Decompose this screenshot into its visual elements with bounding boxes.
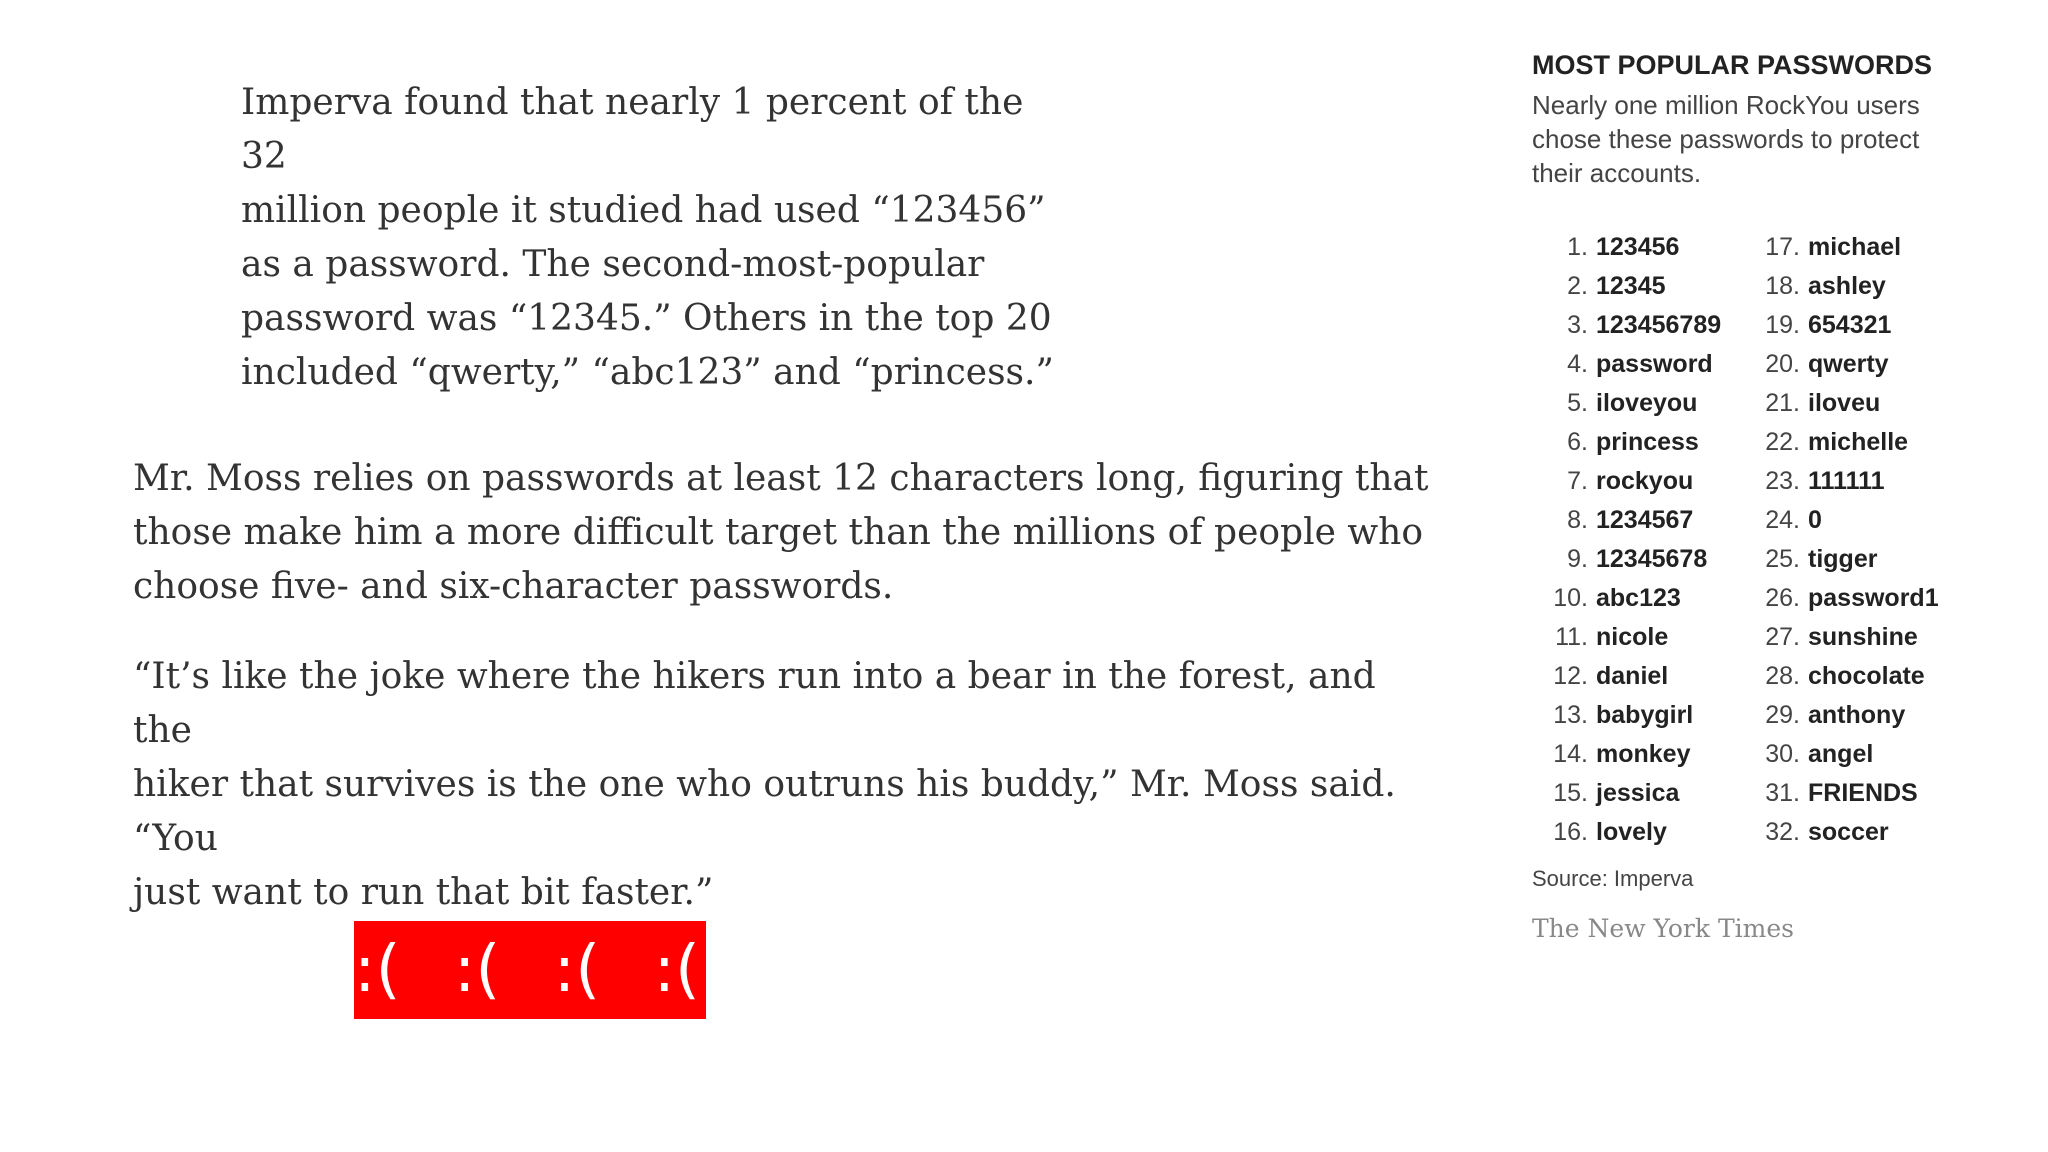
password-value: password — [1596, 350, 1713, 378]
password-rank: 29. — [1765, 701, 1800, 729]
password-list-item — [1744, 813, 1939, 852]
password-rank: 19. — [1765, 311, 1800, 339]
password-list-item — [1744, 618, 1939, 657]
password-list-item — [1532, 813, 1721, 852]
password-rank: 27. — [1765, 623, 1800, 651]
password-value: babygirl — [1596, 701, 1694, 729]
password-list-item — [1744, 540, 1939, 579]
password-rank: 6. — [1567, 428, 1588, 456]
password-value: password1 — [1808, 584, 1939, 612]
password-rank: 10. — [1553, 584, 1588, 612]
password-rank: 5. — [1567, 389, 1588, 417]
password-value: jessica — [1596, 779, 1680, 807]
password-list-item — [1744, 696, 1939, 735]
password-rank: 20. — [1765, 350, 1800, 378]
password-list-item — [1532, 423, 1721, 462]
password-rank: 22. — [1765, 428, 1800, 456]
password-list-item — [1532, 384, 1721, 423]
sad-face: :( — [453, 933, 501, 1007]
password-value: nicole — [1596, 623, 1669, 651]
password-rank: 15. — [1553, 779, 1588, 807]
sad-face-banner — [354, 921, 706, 1019]
password-list-item — [1532, 345, 1721, 384]
password-rank: 24. — [1765, 506, 1800, 534]
password-value: soccer — [1808, 818, 1889, 846]
password-value: chocolate — [1808, 662, 1925, 690]
password-value: 123456789 — [1596, 311, 1722, 339]
password-list-item — [1744, 657, 1939, 696]
password-rank: 2. — [1567, 272, 1588, 300]
password-rank: 17. — [1765, 233, 1800, 261]
password-list-item — [1532, 735, 1721, 774]
password-value: 123456 — [1596, 233, 1680, 261]
password-value: 111111 — [1808, 467, 1885, 495]
password-rank: 4. — [1567, 350, 1588, 378]
password-rank: 12. — [1553, 662, 1588, 690]
password-rank: 30. — [1765, 740, 1800, 768]
password-rank: 13. — [1553, 701, 1588, 729]
password-value: ashley — [1808, 272, 1886, 300]
password-list-item — [1532, 306, 1721, 345]
password-value: qwerty — [1808, 350, 1889, 378]
password-value: 0 — [1808, 506, 1822, 534]
password-list-item — [1744, 345, 1939, 384]
password-list-item — [1532, 540, 1721, 579]
password-rank: 8. — [1567, 506, 1588, 534]
graphic-title: MOST POPULAR PASSWORDS — [1532, 50, 1933, 80]
password-value: angel — [1808, 740, 1874, 768]
password-value: abc123 — [1596, 584, 1681, 612]
password-rank: 21. — [1765, 389, 1800, 417]
password-value: iloveu — [1808, 389, 1881, 417]
password-list-item — [1532, 774, 1721, 813]
password-rank: 9. — [1567, 545, 1588, 573]
password-value: princess — [1596, 428, 1699, 456]
password-list-item — [1744, 306, 1939, 345]
password-rank: 11. — [1555, 623, 1588, 651]
password-list-right-column — [1744, 228, 1939, 852]
password-list-item — [1744, 579, 1939, 618]
graphic-subtitle: Nearly one million RockYou users chose these passwords to protect their accounts. — [1532, 90, 1920, 188]
password-value: rockyou — [1596, 467, 1694, 495]
password-list-item — [1532, 228, 1721, 267]
password-list-item — [1744, 267, 1939, 306]
password-list-item — [1744, 735, 1939, 774]
password-value: monkey — [1596, 740, 1691, 768]
password-value: 12345678 — [1596, 545, 1708, 573]
sad-face: :( — [354, 933, 401, 1007]
password-list-item — [1532, 267, 1721, 306]
password-rank: 32. — [1765, 818, 1800, 846]
password-value: anthony — [1808, 701, 1906, 729]
password-rank: 14. — [1553, 740, 1588, 768]
password-rank: 25. — [1765, 545, 1800, 573]
password-value: sunshine — [1808, 623, 1918, 651]
password-list-item — [1744, 501, 1939, 540]
password-value: 1234567 — [1596, 506, 1694, 534]
password-list-item — [1532, 696, 1721, 735]
password-list-item — [1744, 423, 1939, 462]
password-rank: 31. — [1765, 779, 1800, 807]
graphic-credit: The New York Times — [1532, 914, 1794, 943]
password-rank: 1. — [1567, 233, 1588, 261]
password-value: tigger — [1808, 545, 1878, 573]
password-rank: 7. — [1567, 467, 1588, 495]
password-list-item — [1744, 774, 1939, 813]
password-value: michelle — [1808, 428, 1909, 456]
password-list — [1532, 228, 2002, 868]
password-list-item — [1744, 462, 1939, 501]
password-list-item — [1744, 228, 1939, 267]
password-rank: 18. — [1765, 272, 1800, 300]
password-list-item — [1532, 657, 1721, 696]
sad-face: :( — [653, 933, 700, 1007]
password-list-left-column — [1532, 228, 1721, 852]
password-rank: 28. — [1765, 662, 1800, 690]
password-rank: 16. — [1553, 818, 1588, 846]
password-value: lovely — [1596, 818, 1667, 846]
popular-passwords-graphic — [1532, 48, 2002, 943]
article-paragraph-moss: Mr. Moss relies on passwords at least 12 characters long, figuring that those make him a more difficult target than the millions of people who choose five- and six-character passwords. — [133, 458, 1429, 607]
password-list-item — [1532, 618, 1721, 657]
password-value: FRIENDS — [1808, 779, 1918, 807]
article-paragraph-quote: “It’s like the joke where the hikers run into a bear in the forest, and the hiker that survives is the one who outruns his buddy,” Mr. Moss said. “You just want to run that bit faster.” — [133, 656, 1396, 913]
sad-face: :( — [553, 933, 601, 1007]
password-value: daniel — [1596, 662, 1669, 690]
password-list-item — [1532, 462, 1721, 501]
password-value: iloveyou — [1596, 389, 1698, 417]
graphic-source: Source: Imperva — [1532, 866, 1694, 891]
password-list-item — [1744, 384, 1939, 423]
password-rank: 3. — [1567, 311, 1588, 339]
password-rank: 26. — [1765, 584, 1800, 612]
password-value: michael — [1808, 233, 1902, 261]
password-list-item — [1532, 579, 1721, 618]
password-value: 12345 — [1596, 272, 1666, 300]
password-rank: 23. — [1765, 467, 1800, 495]
password-value: 654321 — [1808, 311, 1892, 339]
article-paragraph-imperva: Imperva found that nearly 1 percent of the 32 million people it studied had used “123456” as a password. The second-most-popular password was “12345.” Others in the top 20 included “qwerty,” “abc123” and “princess.” — [241, 82, 1054, 393]
password-list-item — [1532, 501, 1721, 540]
